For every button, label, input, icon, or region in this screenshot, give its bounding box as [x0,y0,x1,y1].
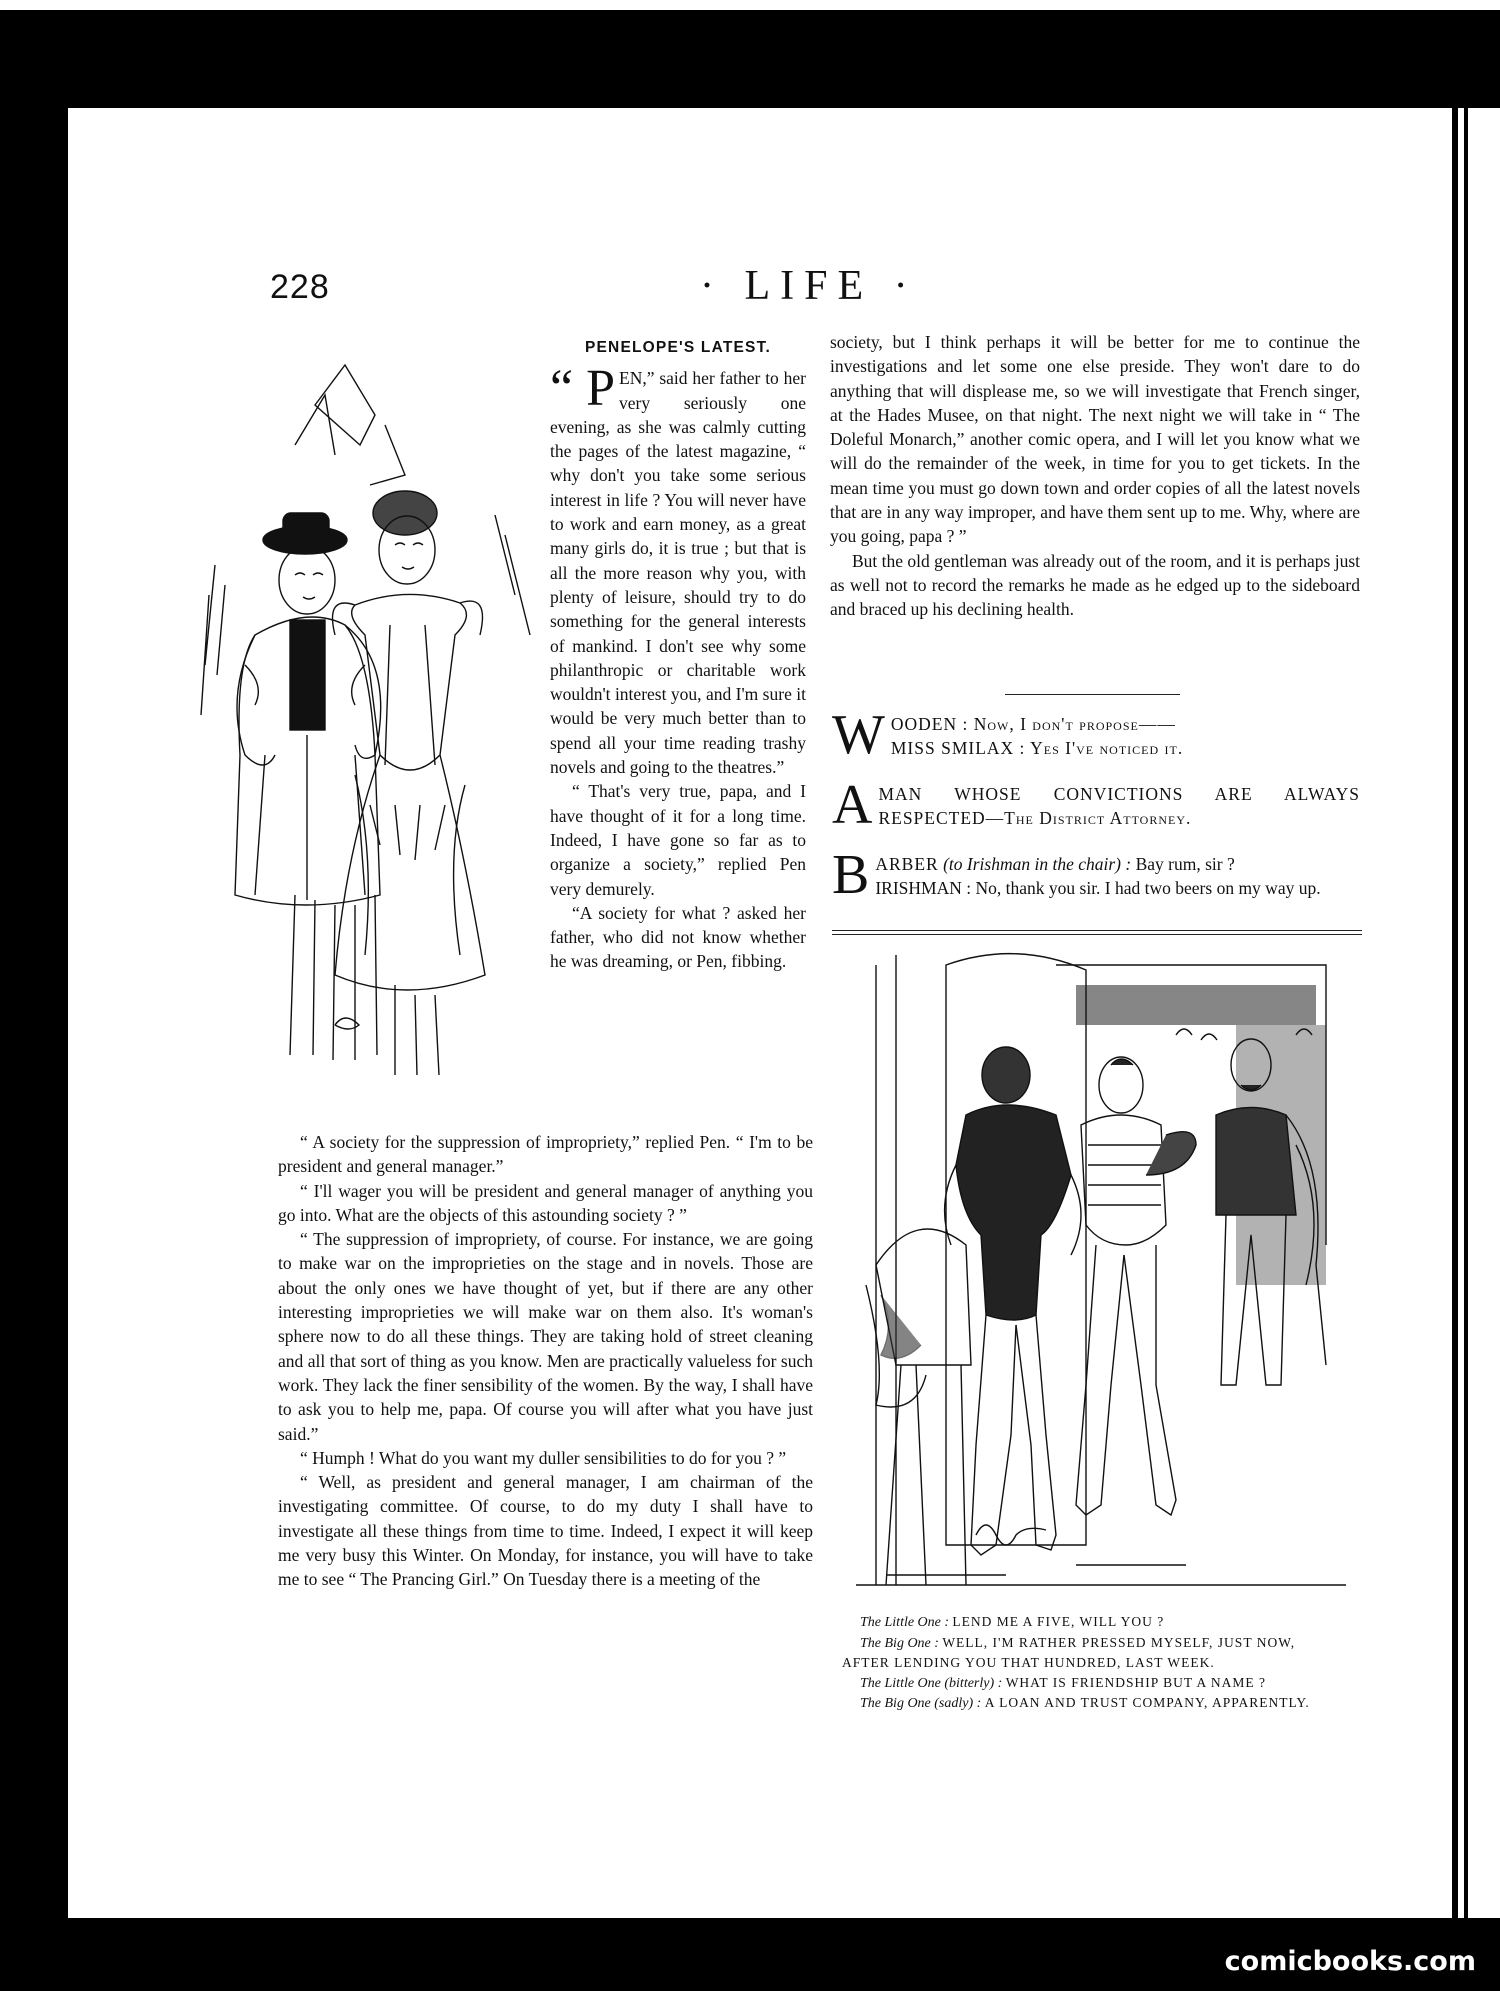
article-column-left [278,1130,813,1592]
joke-barber [832,844,1360,906]
caption-line: The Little One (bitterly) : WHAT IS FRIENDSHIP BUT A NAME ? [860,1674,1266,1691]
joke-line: MISS SMILAX : Yes I've noticed it. [890,738,1184,758]
masthead-title: · LIFE · [700,263,918,309]
article-paragraph: “ P EN,” said her father to her very seriously one evening, as she was calmly cutting the pages of the latest magazine, “ why don't you take some serious interest in life ? You will never have to work and earn money, as a great many girls do, it is true ; but that is all the more reason why you, with plenty of leisure, should try to do something for the general interests of mankind. I don't see why some philanthropic or charitable work wouldn't interest you, and I'm sure it would be very much better than to spend all your time reading trashy novels and going to the theatres.” [550,360,806,778]
article-paragraph: “A society for what ? asked her father, who did not know whether he was dreaming, or Pen, fibbing. [550,902,806,972]
joke-line: OODEN : Now, I don't propose—— [890,714,1176,734]
article-paragraph: “ A society for the suppression of impropriety,” replied Pen. “ I'm to be president and general manager.” [278,1132,813,1177]
top-margin-strip [0,0,1500,10]
section-rule [832,934,1362,935]
joke-line: Bay rum, sir ? [1135,854,1235,874]
section-rule [1005,694,1180,695]
caption-line: The Little One : LEND ME A FIVE, WILL YOU ? [860,1614,1165,1630]
two-women-illustration [195,335,540,1085]
gymnasium-illustration [856,945,1346,1605]
joke-initial: A [832,774,873,836]
joke-speaker: ARBER [875,854,939,874]
article-paragraph: “ Well, as president and general manager, I am chairman of the investigating committee. Of course, to do my duty I shall have to investigate all these things from time to time. Indeed, I expect it will keep me very busy this Winter. On Monday, for instance, you will have to take me to see “ The Prancing Girl.” On Tuesday there is a meeting of the [278,1472,813,1590]
article-headline: PENELOPE'S LATEST. [584,339,772,356]
joke-line: IRISHMAN : No, thank you sir. I had two beers on my way up. [875,878,1321,898]
article-column-right [830,330,1360,622]
article-paragraph: “ I'll wager you will be president and general manager of anything you go into. What are the objects of this astounding society ? ” [278,1180,813,1225]
illustration-caption [842,1612,1378,1714]
page-number: 228 [270,268,330,306]
article-paragraph: “ The suppression of impropriety, of course. For instance, we are going to make war on the improprieties on the stage and in novels. Those are about the only ones we have thought of yet, but if there are any other interesting improprieties we will make war on them also. It's woman's sphere now to do all these things. They are taking hold of street cleaning and all that sort of thing as you know. Men are practically valueless for such work. They lack the finer sensibility of the women. By the way, I shall have to ask you to help me, papa. Of course you will after what you have just said.” [278,1229,813,1444]
article-paragraph: “ That's very true, papa, and I have thought of it for a long time. Indeed, I have gone so far as to organize a society,” replied Pen very demurely. [550,781,806,899]
drop-cap: “ P [550,360,615,418]
joke-wooden [832,704,1360,766]
article-column-narrow [550,336,806,974]
next-page-edge [1458,108,1500,1918]
caption-line: AFTER LENDING YOU THAT HUNDRED, LAST WEEK. [842,1655,1215,1670]
article-paragraph: “ Humph ! What do you want my duller sensibilities to do for you ? ” [300,1447,787,1468]
article-paragraph: society, but I think perhaps it will be better for me to continue the investigations and let some one else preside. They won't dare to do anything that will displease me, so we will investigate that French singer, at the Hades Musee, on that night. The next night we will take in “ The Doleful Monarch,” another comic opera, and I will let you know what we will do the remainder of the week, in time for you to get tickets. In the mean time you must go down town and order copies of all the latest novels that are in any way improper, and have them sent up to me. Why, where are you going, papa ? ” [830,332,1360,547]
article-paragraph: But the old gentleman was already out of the room, and it is perhaps just as well not to record the remarks he made as he edged up to the sideboard and braced up his declining health. [830,550,1360,620]
caption-line: The Big One (sadly) : A LOAN AND TRUST COMPANY, APPARENTLY. [860,1695,1310,1711]
joke-initial: B [832,844,870,906]
section-rule [832,930,1362,931]
watermark: comicbooks.com [1224,1946,1476,1977]
caption-line: The Big One : WELL, I'M RATHER PRESSED MYSELF, JUST NOW, [860,1634,1296,1651]
joke-stage-direction: (to Irishman in the chair) : [943,854,1132,874]
joke-line: MAN WHOSE CONVICTIONS ARE ALWAYS RESPECTED—The District Attorney. [878,784,1360,828]
joke-initial: W [832,704,885,766]
joke-district-attorney [832,774,1360,836]
